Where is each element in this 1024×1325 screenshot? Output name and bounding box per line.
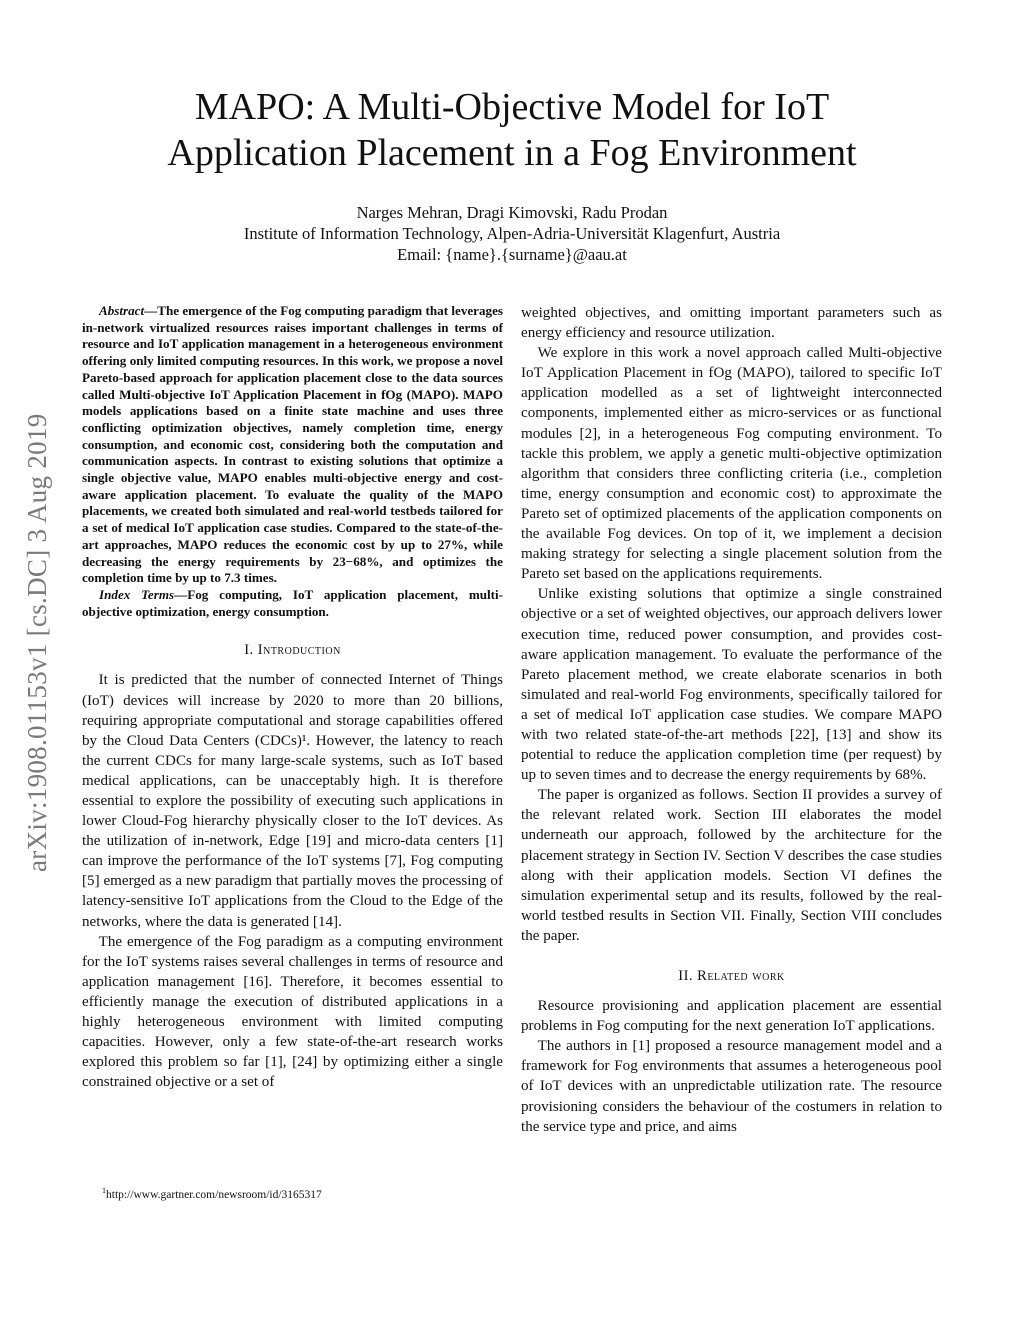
index-terms-label: Index Terms [99, 586, 175, 602]
footnote-mark: 1 [102, 1186, 106, 1195]
intro-paragraph-5: The paper is organized as follows. Section II provides a survey of the relevant related work. Section III elaborates the model underneath our approach, followed by the architecture for the placement strategy in Section IV. Section V describes the case studies along with their application models. Section VI defines the simulation experimental setup and its results, followed by the real-world testbed results in Section VII. Finally, Section VIII concludes the paper. [521, 787, 942, 944]
author-block [100, 202, 924, 265]
author-names: Narges Mehran, Dragi Kimovski, Radu Prodan [356, 203, 668, 222]
intro-paragraph-continued: weighted objectives, and omitting important parameters such as energy efficiency and resource utilization. [521, 305, 942, 342]
right-column [521, 303, 942, 1137]
related-paragraph-1: Resource provisioning and application placement are essential problems in Fog computing for the next generation IoT applications. [521, 998, 942, 1035]
left-column [82, 303, 503, 1092]
related-paragraph-2: The authors in [1] proposed a resource management model and a framework for Fog environments that assumes a heterogeneous pool of IoT devices with an unpredictable utilization rate. The resource provisioning considers the behaviour of the costumers in relation to the service type and price, and aims [521, 1038, 942, 1135]
abstract [82, 303, 503, 620]
abstract-label: Abstract [99, 303, 145, 318]
intro-paragraph-1: It is predicted that the number of connected Internet of Things (IoT) devices will increase by 2020 to more than 20 billions, requiring appropriate computational and storage capabilities offered by the Cloud Data Centers (CDCs)¹. However, the latency to reach the current CDCs for many large-scale systems, such as IoT based medical applications, can be unacceptably high. It is therefore essential to explore the possibility of executing such applications in lower Cloud-Fog hierarchy physically closer to the IoT devices. As the utilization of in-network, Edge [19] and micro-data centers [1] can improve the performance of the IoT systems [7], Fog computing [5] emerged as a new paradigm that partially moves the processing of latency-sensitive IoT applications from the Cloud to the Edge of the networks, where the data is generated [14]. [82, 672, 503, 930]
title-line-1: MAPO: A Multi-Objective Model for IoT [194, 86, 830, 128]
intro-paragraph-3: We explore in this work a novel approach called Multi-objective IoT Application Placement in fOg (MAPO), tailored to specific IoT application modelled as a set of lightweight interconnected components, implemented either as micro-services or as functional modules [2], in a heterogeneous Fog computing environment. To tackle this problem, we apply a genetic multi-objective optimization algorithm that considers three conflicting criteria (i.e., completion time, energy consumption and economic cost) to approximate the Pareto set of optimized placements of the application components on the available Fog devices. On top of it, we implement a decision making strategy for selecting a single placement solution from the Pareto set based on the applications requirements. [521, 345, 942, 583]
title-line-2: Application Placement in a Fog Environment [167, 132, 857, 174]
arxiv-identifier: arXiv:1908.01153v1 [cs.DC] 3 Aug 2019 [22, 413, 52, 872]
footnote [102, 1186, 322, 1201]
affiliation: Institute of Information Technology, Alpen-Adria-Universität Klagenfurt, Austria [243, 224, 781, 243]
email: Email: {name}.{surname}@aau.at [397, 245, 627, 264]
intro-paragraph-4: Unlike existing solutions that optimize a single constrained objective or a set of weighted objectives, our approach delivers lower execution time, reduced power consumption, and provides cost-aware application management. To evaluate the performance of the Pareto placement method, we create elaborate scenarios in both simulated and real-world Fog environments, specifically tailored for a set of medical IoT application case studies. We compare MAPO with two related state-of-the-art methods [22], [13] and show its potential to reduce the application completion time (per request) by up to seven times and to decrease the energy requirements by 68%. [521, 586, 942, 784]
section-heading-introduction: I. Introduction [244, 642, 341, 659]
intro-paragraph-2: The emergence of the Fog paradigm as a computing environment for the IoT systems raises several challenges in terms of resource and application management [16]. Therefore, it becomes essential to efficiently manage the execution of distributed applications in a highly heterogeneous environment with limited computing capacities. However, only a few state-of-the-art research works explored this problem so far [1], [24] by optimizing either a single constrained objective or a set of [82, 933, 503, 1091]
index-terms-text: —Fog computing, IoT application placement, multi-objective optimization, energy consumption. [82, 586, 504, 619]
footnote-url[interactable]: http://www.gartner.com/newsroom/id/3165317 [106, 1188, 322, 1201]
abstract-text: —The emergence of the Fog computing paradigm that leverages in-network virtualized resources raises important challenges in terms of resource and IoT application management in a heterogeneous environment offering only limited computing resources. In this work, we propose a novel Pareto-based approach for application placement close to the data sources called Multi-objective IoT Application Placement in fOg (MAPO). MAPO models applications based on a finite state machine and uses three conflicting optimization objectives, namely completion time, energy consumption, and economic cost, considering both the computation and communication aspects. In contrast to existing solutions that optimize a single objective value, MAPO enables multi-objective energy and cost-aware application placement. To evaluate the quality of the MAPO placements, we created both simulated and real-world testbeds tailored for a set of medical IoT application case studies. Compared to the state-of-the-art approaches, MAPO reduces the economic cost by up to 27%, while decreasing the energy requirements by 23−68%, and optimizes the completion time by up to 7.3 times. [82, 303, 503, 586]
paper-title [100, 84, 924, 176]
section-heading-related-work: II. Related work [678, 968, 785, 984]
